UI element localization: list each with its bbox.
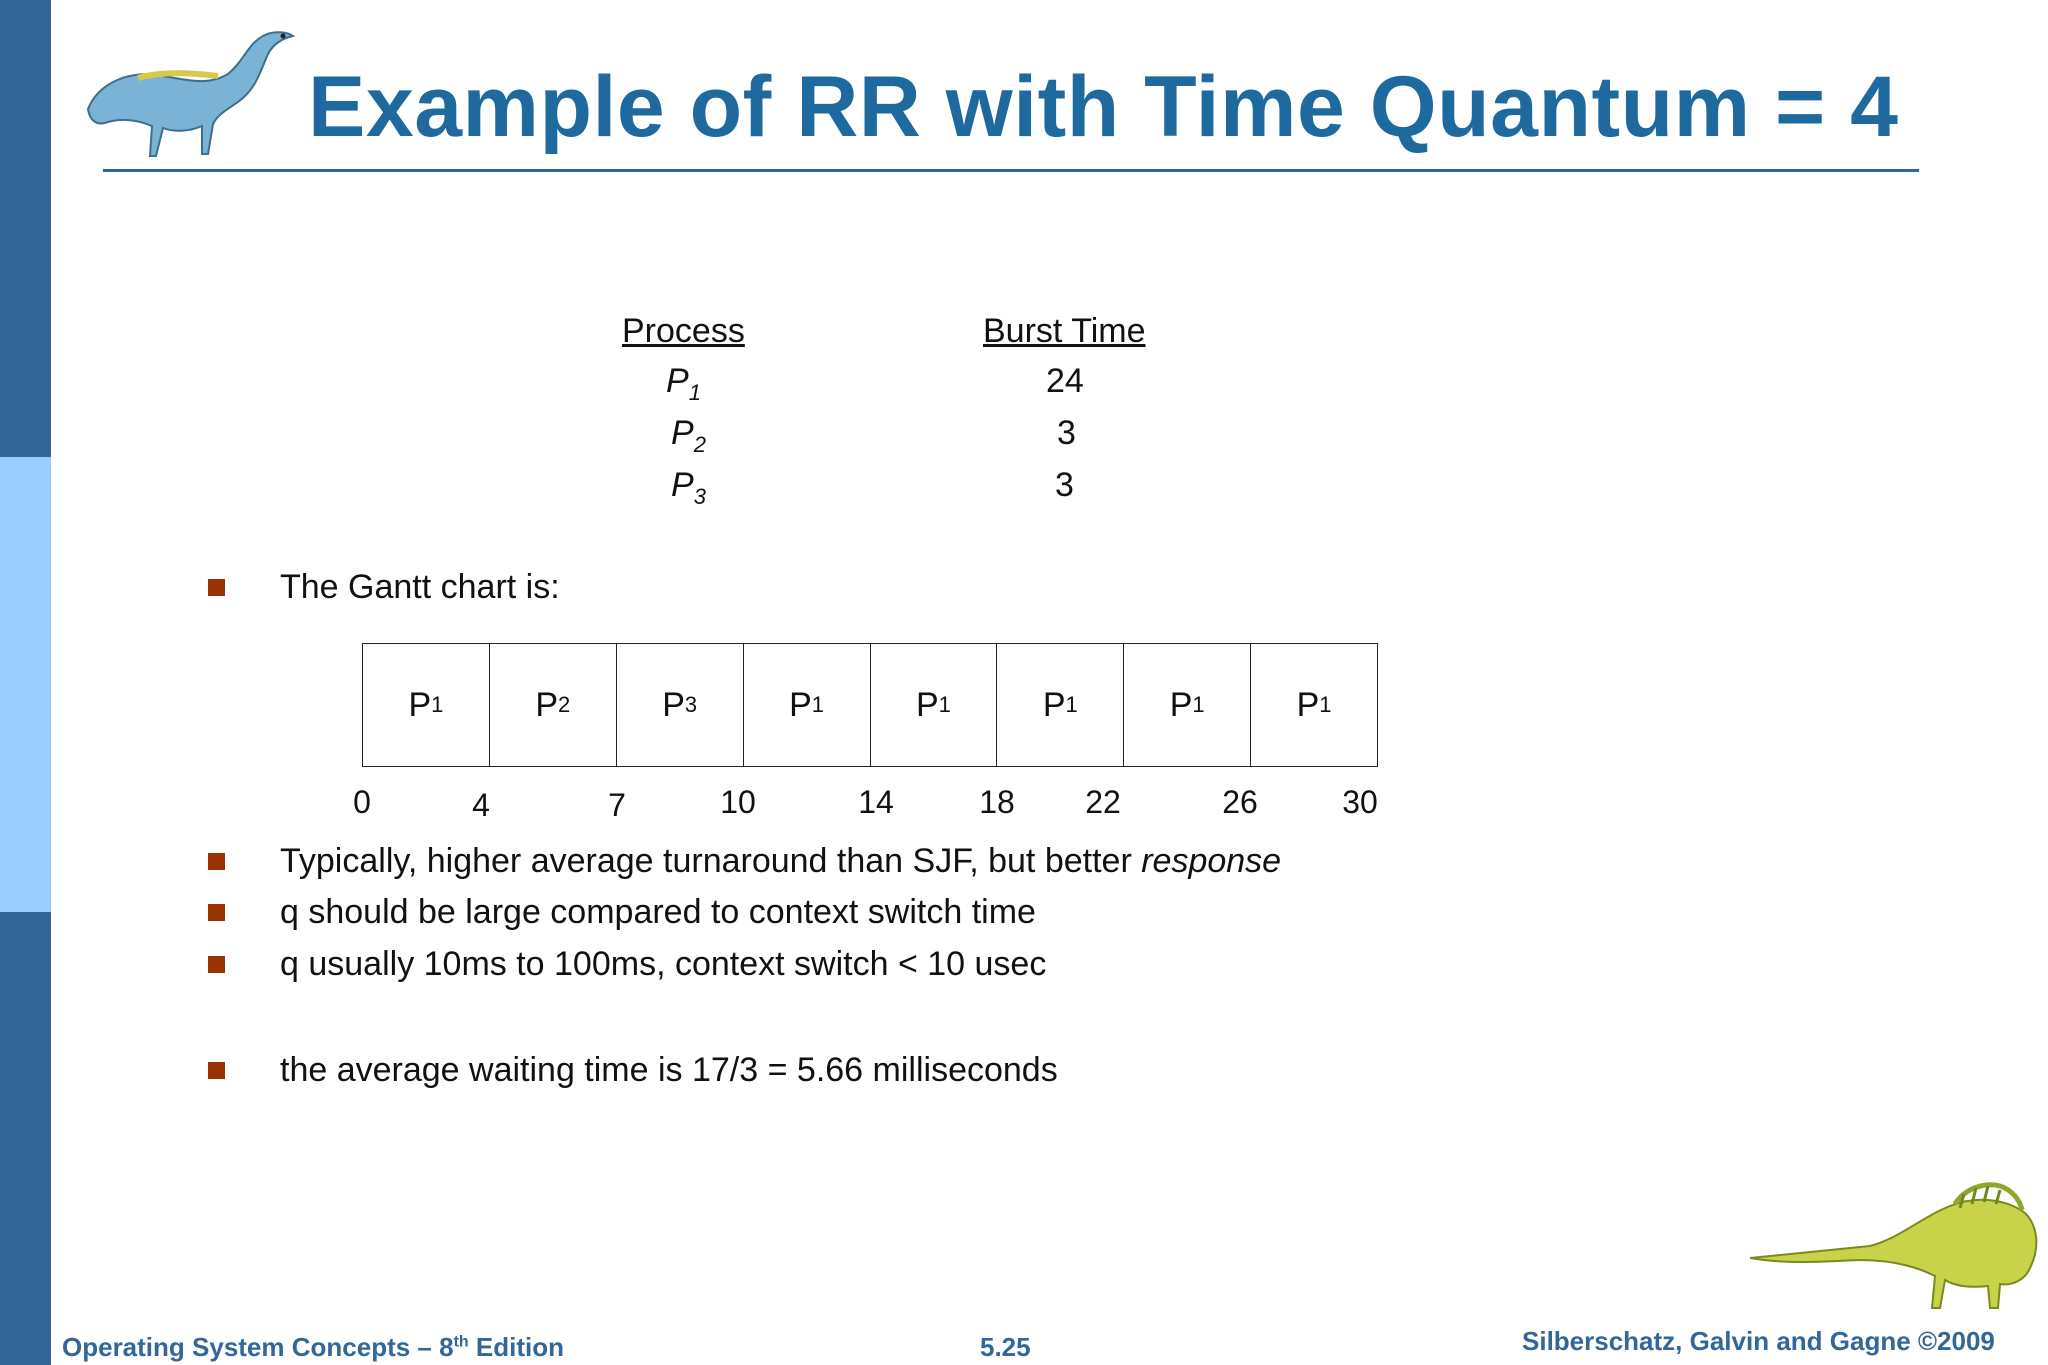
gantt-cell-label: P bbox=[1042, 685, 1066, 724]
dinosaur-logo-top bbox=[78, 14, 313, 169]
gantt-cell-subscript: 1 bbox=[431, 692, 444, 717]
left-stripe-bottom bbox=[0, 912, 51, 1365]
process-name-p1: $P_1$ bbox=[666, 362, 701, 405]
gantt-cell-label: P bbox=[1296, 685, 1320, 724]
gantt-cell bbox=[744, 644, 871, 766]
gantt-time-label: 22 bbox=[1085, 784, 1121, 820]
gantt-cell-subscript: 3 bbox=[684, 692, 698, 717]
header-process: Process bbox=[622, 312, 745, 350]
gantt-cell bbox=[1251, 644, 1377, 766]
gantt-cell-label: P bbox=[915, 685, 939, 724]
gantt-cell-subscript: 1 bbox=[1192, 692, 1205, 717]
bullet-marker bbox=[208, 853, 225, 870]
footer-page-number: 5.25 bbox=[980, 1332, 1031, 1362]
gantt-time-label: 14 bbox=[858, 784, 894, 820]
gantt-cell bbox=[997, 644, 1124, 766]
gantt-time-label: 10 bbox=[720, 784, 756, 820]
bullet-marker bbox=[208, 1062, 225, 1079]
bullet-average-waiting: the average waiting time is 17/3 = 5.66 milliseconds bbox=[280, 1051, 1058, 1089]
footer-book-title: Operating System Concepts – 8th Edition bbox=[62, 1332, 564, 1362]
left-stripe-middle bbox=[0, 457, 51, 912]
gantt-cell bbox=[363, 644, 490, 766]
gantt-cell-label: P bbox=[408, 685, 432, 724]
gantt-cell-subscript: 2 bbox=[558, 692, 571, 717]
dinosaur-logo-bottom bbox=[1750, 1168, 2040, 1320]
gantt-cell-subscript: 1 bbox=[1065, 692, 1078, 717]
burst-time-p3: 3 bbox=[1055, 466, 1074, 504]
gantt-time-label: 4 bbox=[472, 787, 490, 823]
bullet-quantum-size: q should be large compared to context switch time bbox=[280, 893, 1036, 931]
gantt-time-label: 7 bbox=[608, 787, 626, 823]
gantt-chart bbox=[362, 643, 1378, 767]
gantt-intro-text: The Gantt chart is: bbox=[280, 568, 560, 606]
gantt-cell-subscript: 1 bbox=[938, 692, 951, 717]
footer-copyright: Silberschatz, Galvin and Gagne ©2009 bbox=[1522, 1326, 1995, 1356]
burst-time-p2: 3 bbox=[1057, 414, 1076, 452]
gantt-cell bbox=[617, 644, 744, 766]
bullet-marker bbox=[208, 904, 225, 921]
burst-time-p1: 24 bbox=[1046, 362, 1084, 400]
title-underline bbox=[103, 169, 1919, 172]
left-stripe-top bbox=[0, 0, 51, 457]
process-name-p2: $P_2$ bbox=[671, 414, 706, 457]
process-name-p3: $P_3$ bbox=[671, 466, 706, 509]
bullet-marker bbox=[208, 579, 225, 596]
header-burst-time: Burst Time bbox=[983, 312, 1146, 350]
gantt-time-label: 30 bbox=[1342, 784, 1378, 820]
gantt-cell bbox=[871, 644, 998, 766]
gantt-cell bbox=[1124, 644, 1251, 766]
gantt-cell-subscript: 1 bbox=[1319, 692, 1332, 717]
bullet-marker bbox=[208, 956, 225, 973]
gantt-time-label: 26 bbox=[1222, 784, 1258, 820]
gantt-time-label: 18 bbox=[979, 784, 1015, 820]
gantt-time-label: 0 bbox=[353, 784, 371, 820]
gantt-cell-label: P bbox=[789, 685, 812, 724]
gantt-cell-label: P bbox=[535, 685, 559, 724]
bullet-quantum-range: q usually 10ms to 100ms, context switch < 10 usec bbox=[280, 945, 1047, 983]
gantt-cell-subscript: 1 bbox=[811, 692, 825, 717]
gantt-cell bbox=[490, 644, 617, 766]
bullet-turnaround: Typically, higher average turnaround than SJF, but better response bbox=[280, 842, 1282, 880]
gantt-cell-label: P bbox=[1169, 685, 1193, 724]
gantt-cell-label: P bbox=[662, 685, 685, 724]
slide-title: Example of RR with Time Quantum = 4 bbox=[308, 59, 1899, 155]
